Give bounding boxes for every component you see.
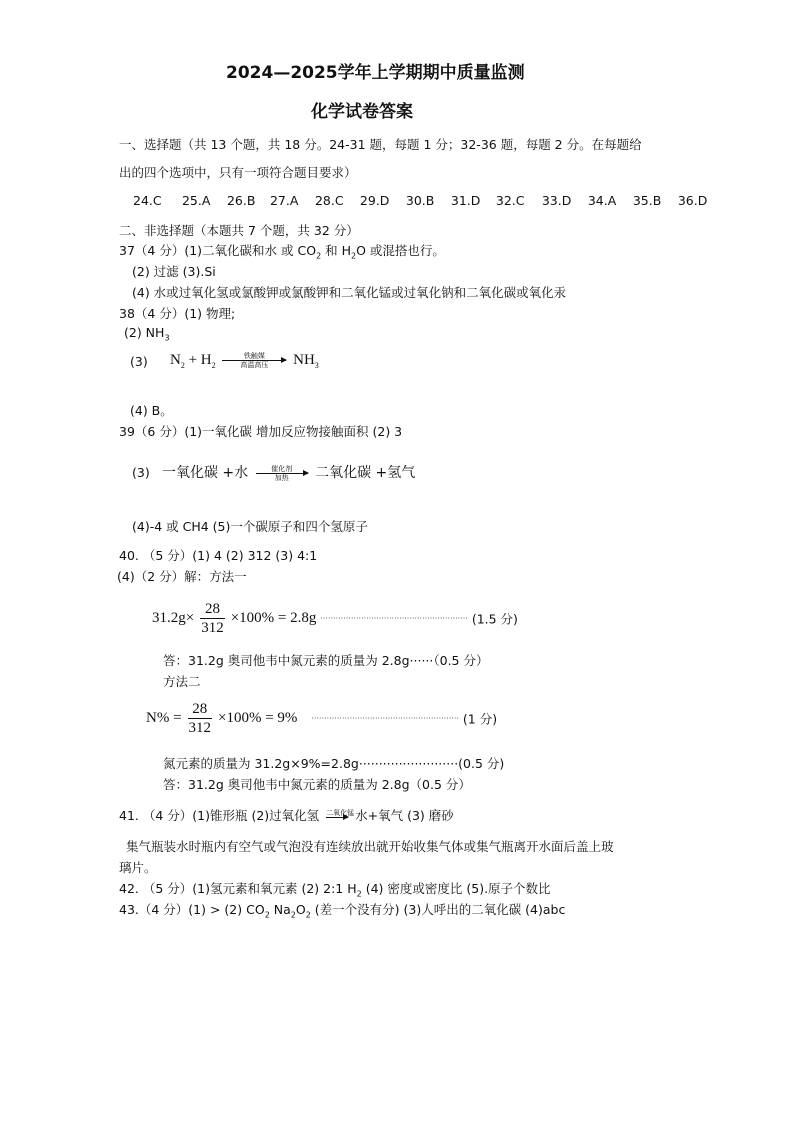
q40-formula2 — [146, 700, 497, 737]
q38-text: (2) NH — [124, 325, 165, 340]
q39-equation-row — [132, 462, 415, 482]
q38-line2 — [124, 325, 170, 343]
q42-line1 — [119, 879, 551, 899]
eq-term: + H — [184, 352, 212, 368]
q37-sub: 2 — [316, 251, 322, 261]
fraction — [188, 700, 213, 737]
answer-36: 36.D — [677, 193, 708, 208]
q37-text: 和 H — [321, 243, 352, 258]
eq-condition-bottom: 高温高压 — [240, 361, 269, 370]
answer-28: 28.C — [314, 193, 344, 208]
q41-text: 水+氧气 (3) 磨砂 — [355, 808, 454, 823]
fraction-numerator: 28 — [188, 700, 213, 719]
q38-line1: 38（4 分）(1) 物理; — [119, 306, 236, 321]
q43-sub: 2 — [305, 910, 311, 920]
q39-line1: 39（6 分）(1)一氧化碳 增加反应物接触面积 (2) 3 — [119, 424, 403, 439]
q37-line1 — [119, 241, 445, 261]
eq-condition-bottom: 加热 — [274, 473, 289, 482]
q42-sub: 2 — [356, 889, 362, 899]
fraction-denominator: 312 — [188, 720, 212, 736]
q41-line1 — [119, 806, 454, 824]
q37-line3: (4) 水或过氧化氢或氯酸钾或氯酸钾和二氧化锰或过氧化钠和二氧化碳或氧化汞 — [132, 285, 567, 300]
answer-34: 34.A — [587, 193, 617, 208]
reaction-arrow-icon — [326, 809, 355, 818]
q40-answer2: 答：31.2g 奥司他韦中氮元素的质量为 2.8g（0.5 分） — [163, 777, 471, 792]
answer-31: 31.D — [450, 193, 481, 208]
eq-condition-top: 催化剂 — [271, 464, 293, 473]
q43-text: 43.（4 分）(1) > (2) CO — [119, 902, 265, 917]
q40-calc2: 氮元素的质量为 31.2g×9%=2.8g·························(0.5 分) — [163, 756, 505, 771]
choice-answers — [133, 193, 707, 208]
q39-equation — [162, 465, 415, 481]
fraction-denominator: 312 — [201, 620, 224, 636]
q43-text: O — [295, 902, 306, 917]
eq-sub: 3 — [314, 361, 319, 370]
fraction — [200, 600, 225, 637]
q37-sub: 2 — [351, 251, 357, 261]
q42-text: 42. （5 分）(1)氢元素和氧元素 (2) 2:1 H — [119, 881, 357, 896]
q41-text: 41. （4 分）(1)锥形瓶 (2)过氧化氢 — [119, 808, 320, 823]
q40-line1: 40. （5 分）(1) 4 (2) 312 (3) 4:1 — [119, 548, 318, 563]
eq-sub: 2 — [211, 361, 216, 370]
q37-text: O 或混搭也行。 — [356, 243, 445, 258]
q38-equation — [170, 352, 319, 368]
section1-heading-line2: 出的四个选项中，只有一项符合题目要求） — [119, 165, 357, 180]
answer-35: 35.B — [632, 193, 662, 208]
q42-text: (4) 密度或密度比 (5).原子个数比 — [361, 881, 551, 896]
formula-term: N% = — [146, 710, 182, 726]
q39-line3: (4)-4 或 CH4 (5)一个碳原子和四个氢原子 — [132, 519, 368, 534]
answer-24: 24.C — [133, 193, 162, 208]
q37-text: 37（4 分）(1)二氧化碳和水 或 CO — [119, 243, 317, 258]
eq-sub: 2 — [180, 361, 185, 370]
answer-25: 25.A — [181, 193, 211, 208]
score: (1 分) — [462, 711, 498, 727]
q43-sub: 2 — [290, 910, 296, 920]
q43-line1 — [119, 900, 565, 920]
exam-title: 2024—2025学年上学期期中质量监测 — [226, 63, 525, 83]
fraction-numerator: 28 — [200, 600, 225, 619]
q38-line4: (4) B。 — [130, 403, 173, 418]
q40-method2: 方法二 — [163, 674, 201, 689]
eq-condition-top: 二氧化锰 — [326, 809, 355, 817]
leader-dots: ·························································· — [320, 614, 468, 623]
answer-29: 29.D — [359, 193, 390, 208]
q43-sub: 2 — [264, 910, 270, 920]
q40-formula1 — [152, 600, 518, 637]
formula-term: ×100% = 2.8g — [230, 610, 317, 626]
answer-30: 30.B — [405, 193, 435, 208]
q39-eq-label: (3) — [132, 464, 150, 480]
q38-sub: 3 — [164, 333, 170, 343]
reaction-arrow-icon — [256, 465, 308, 482]
q40-answer1: 答：31.2g 奥司他韦中氮元素的质量为 2.8g······（0.5 分） — [163, 653, 489, 668]
q40-line2: (4)（2 分）解：方法一 — [117, 569, 247, 584]
eq-term: 二氧化碳 +氢气 — [315, 465, 416, 481]
q43-text: Na — [269, 902, 291, 917]
q37-line2: (2) 过滤 (3).Si — [132, 264, 216, 279]
answer-26: 26.B — [226, 193, 256, 208]
answer-32: 32.C — [495, 193, 525, 208]
leader-dots: ·························································· — [311, 714, 459, 723]
section1-heading-line1: 一、选择题（共 13 个题，共 18 分。24-31 题，每题 1 分；32-36 题，每题 2 分。在每题给 — [119, 137, 642, 152]
eq-condition-top: 铁触媒 — [243, 352, 265, 361]
score: (1.5 分) — [471, 611, 518, 627]
eq-term: N — [169, 352, 181, 368]
answer-27: 27.A — [269, 193, 299, 208]
formula-term: ×100% = 9% — [218, 710, 298, 726]
answer-33: 33.D — [541, 193, 572, 208]
reaction-arrow-icon — [222, 352, 286, 369]
formula-term: 31.2g× — [152, 610, 195, 626]
exam-subtitle: 化学试卷答案 — [311, 102, 413, 122]
q43-text: (差一个没有分) (3)人呼出的二氧化碳 (4)abc — [310, 902, 566, 917]
q38-eq-label: (3) — [130, 353, 148, 369]
eq-term: 一氧化碳 +水 — [161, 465, 249, 481]
q41-line3: 璃片。 — [119, 860, 157, 875]
eq-term: NH — [293, 352, 315, 368]
q41-line2: 集气瓶装水时瓶内有空气或气泡没有连续放出就开始收集气体或集气瓶离开水面后盖上玻 — [126, 839, 614, 854]
section2-heading: 二、非选择题（本题共 7 个题，共 32 分） — [119, 223, 359, 238]
q38-equation-row — [130, 352, 319, 370]
